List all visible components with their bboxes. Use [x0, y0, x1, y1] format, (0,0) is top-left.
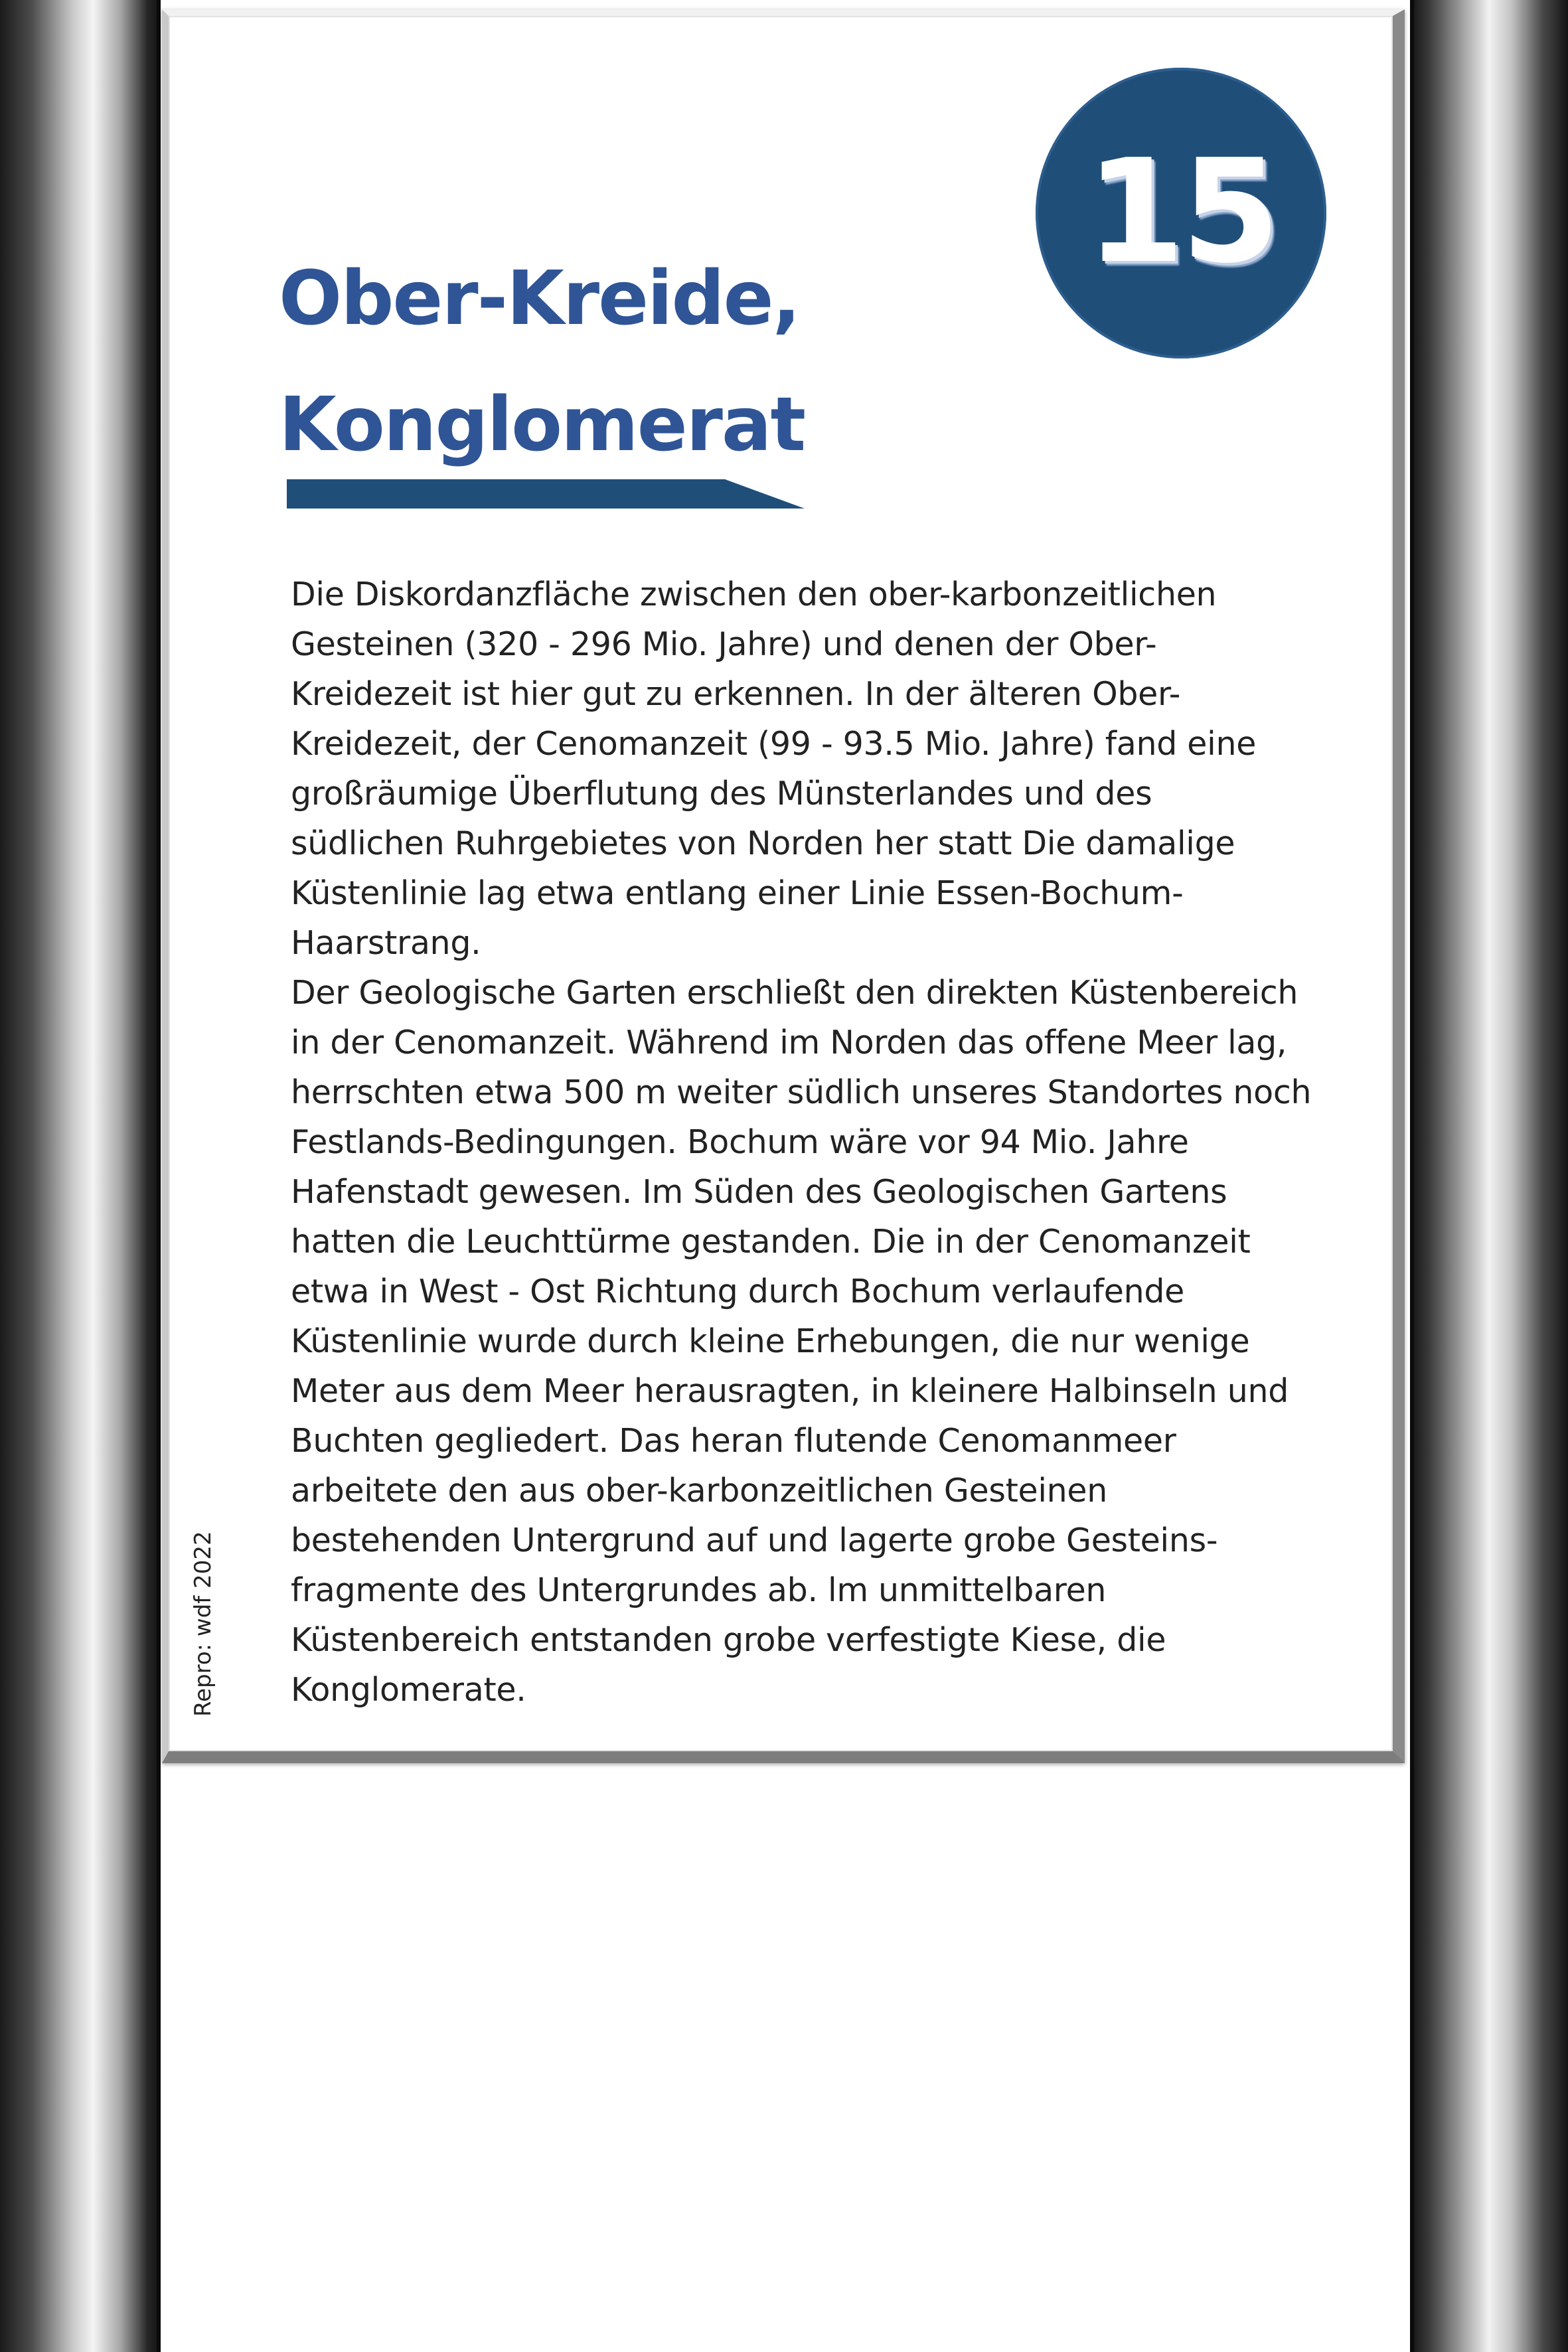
station-number: 15: [1085, 127, 1277, 295]
right-post: [1410, 0, 1568, 2352]
paragraph-1: Die Diskordanzfläche zwischen den ober-karbonzeitlichen Gesteinen (320 - 296 Mio. Jahre) und denen der Ober- Kreidezeit ist hier gut zu erkennen. In der älteren Ober- Kreidezeit, der Cenomanzeit (99 - 93.5 Mio. Jahre) fand eine großräumige Überflutung des Münsterlandes und des südlichen Ruhrgebietes von Norden her statt Die damalige Küstenlinie lag etwa entlang einer Linie Essen-Bochum- Haarstrang.: [291, 576, 1257, 962]
title-line-2: Konglomerat: [279, 382, 805, 468]
station-number-badge: [1036, 68, 1326, 358]
title-underline-bar: [287, 479, 805, 509]
left-post: [0, 0, 161, 2352]
repro-credit: Repro: wdf 2022: [190, 1531, 216, 1717]
lower-background: [161, 1766, 1410, 2352]
title-line-1: Ober-Kreide,: [279, 256, 800, 342]
paragraph-2: Der Geologische Garten erschließt den direkten Küstenbereich in der Cenomanzeit. Während im Norden das offene Meer lag, herrschten etwa 500 m weiter südlich unseres Standortes noch Festlands-Bedingungen. Bochum wäre vor 94 Mio. Jahre Hafenstadt gewesen. Im Süden des Geologischen Gartens hatten die Leuchttürme gestanden. Die in der Cenomanzeit etwa in West - Ost Richtung durch Bochum verlaufende Küstenlinie wurde durch kleine Erhebungen, die nur wenige Meter aus dem Meer herausragten, in kleinere Halbinseln und Buchten gegliedert. Das heran flutende Cenomanmeer arbeitete den aus ober-karbonzeitlichen Gesteinen bestehenden Untergrund auf und lagerte grobe Gesteins- fragmente des Untergrundes ab. lm unmittelbaren Küstenbereich entstanden grobe verfestigte Kiese, die Konglomerate.: [291, 974, 1312, 1709]
body-text: [291, 570, 1366, 1715]
sign-title: [279, 236, 805, 488]
